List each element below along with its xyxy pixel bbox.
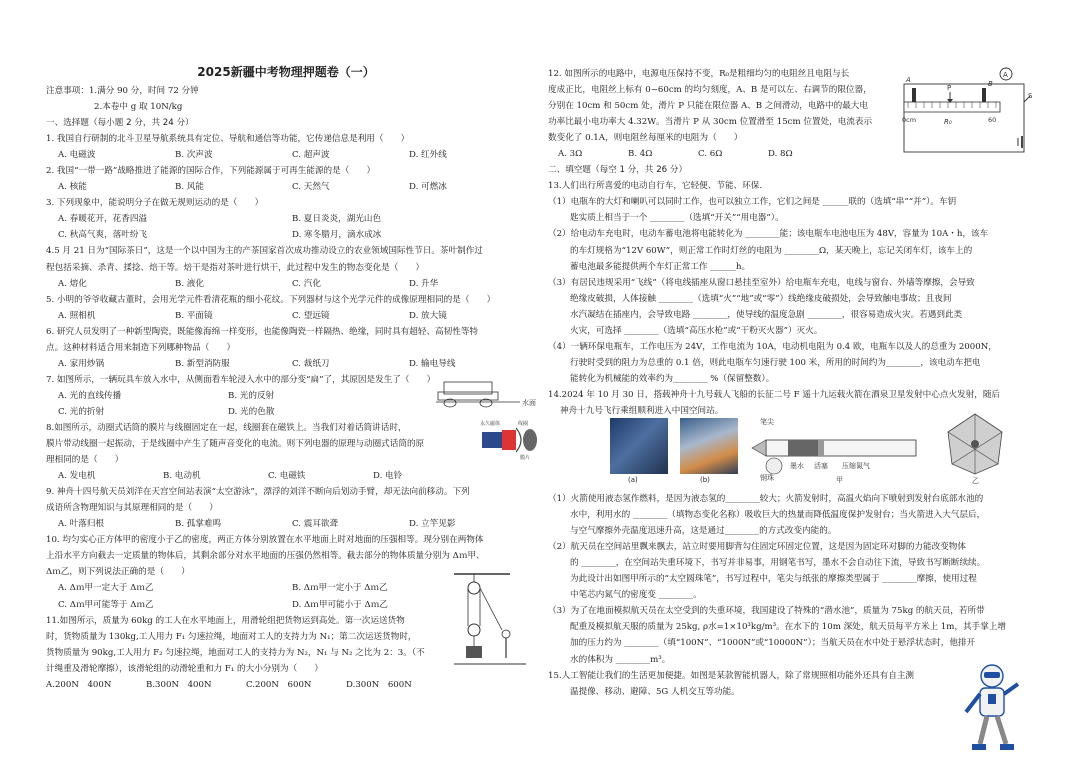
q4-options	[46, 276, 526, 292]
q7-options-row1	[46, 388, 403, 404]
q9-option-c[interactable]: C. 震耳欲聋	[292, 519, 339, 530]
q13-p3-line-1: （3）有居民违规采用“飞线”（将电线插座从窗口悬挂至室外）给电瓶车充电，电线与窗台、外墙等摩擦，会导致	[548, 277, 975, 288]
q4-option-a[interactable]: A. 熔化	[58, 278, 87, 289]
q1-option-a[interactable]: A. 电磁波	[58, 150, 96, 161]
q3-stem: 3. 下列现象中，能说明分子在做无规则运动的是（ ）	[46, 198, 264, 209]
q13-p3-line-3: 水汽凝结在插座内，会导致电路 ________，使导线的温度急剧 ________，很容易造成火灾。若遇到此类	[570, 309, 963, 320]
q10-line-2: 上沿水平方向截去一定质量的物体后，其剩余部分对水平地面的压强仍然相等。截去部分的物体质量分别为 Δｍ甲、	[46, 551, 485, 562]
q10-line-3: Δｍ乙，则下列说法正确的是（ ）	[46, 567, 190, 578]
q13-p3-line-4: 火灾，可选择 ________（选填“高压水枪”或“干粉灭火器”）灭火。	[570, 325, 823, 336]
q2-option-b[interactable]: B. 风能	[175, 182, 204, 193]
q1-option-d[interactable]: D. 红外线	[409, 150, 447, 161]
q9-option-d[interactable]: D. 立竿见影	[409, 519, 456, 530]
q14-photo-b-label: (b)	[700, 476, 710, 484]
q15-line-1: 15.人工智能让我们的生活更加便捷。如图是某款智能机器人，除了常规照相功能外还具有自主测	[548, 670, 915, 681]
q2-option-c[interactable]: C. 天然气	[292, 182, 330, 193]
q7-toy-car-figure	[436, 378, 544, 414]
q10-line-1: 10. 均匀实心正方体甲的密度小于乙的密度，两正方体分别放置在水平地面上时对地面的压强相等。现分别在两物体	[46, 535, 484, 546]
q11-option-b[interactable]: B.300N 400N	[146, 679, 212, 690]
q14-p2-line-3: 为此设计出如图甲所示的“太空圆珠笔”，书写过程中，笔尖与纸张的摩擦类型属于 ________摩擦，使用过程	[570, 574, 977, 585]
q3-options-row1	[46, 211, 526, 227]
q5-option-b[interactable]: B. 平面镜	[175, 310, 213, 321]
q8-option-a[interactable]: A. 发电机	[58, 471, 96, 482]
q14-p2-line-1: （2）航天员在空间站里飘来飘去，站立时要用脚背勾住固定环固定位置，这是因为固定环对脚的力能改变物体	[548, 542, 966, 553]
q13-p2-line-1: （2）给电动车充电时，电动车蓄电池将电能转化为 ________能；该电瓶车电池电压为 48V，容量为 10A・h，该车	[548, 229, 989, 240]
q13-p4-line-1: （4）一辆环保电瓶车，工作电压为 24V，工作电流为 10A，电动机电阻为 0.4 欧，电瓶车以及人的总重为 2000N，	[548, 341, 997, 352]
q14-p3-line-4: 水的体积为 ________m³。	[570, 654, 671, 665]
q12-ammeter-label: A	[1003, 71, 1008, 79]
q1-options	[46, 147, 526, 163]
q7-water-label: 水面	[522, 399, 536, 407]
page-title: 2025新疆中考物理押题卷（一）	[197, 65, 375, 79]
q10-option-c[interactable]: C. Δｍ甲可能等于 Δｍ乙	[58, 599, 154, 610]
q14-photo-a	[610, 418, 668, 474]
q6-option-a[interactable]: A. 家用炒锅	[58, 358, 105, 369]
q9-line-2: 成语所含物理知识与其原理相同的是（ ）	[46, 503, 218, 514]
q11-option-a[interactable]: A.200N 400N	[46, 679, 112, 690]
q14-space-pen-figure	[748, 414, 930, 484]
q8-option-d[interactable]: D. 电铃	[373, 471, 403, 482]
q11-option-c[interactable]: C.200N 600N	[246, 679, 312, 690]
q3-options-row2	[46, 227, 526, 243]
q13-p1-line-1: （1）电瓶车的大灯和喇叭可以同时工作，也可以独立工作，它们之间是 ______联的（选填“串”“并”）。车钥	[548, 197, 957, 208]
q12-limiter-b-label: B	[988, 80, 993, 88]
q7-options-row2	[46, 404, 403, 420]
q12-scale-zero: 0cm	[902, 116, 917, 124]
q12-switch-label: S	[1028, 92, 1033, 100]
q11-line-2: 时，货物质量为 130kg,工人用力 F₁ 匀速拉绳，地面对工人的支持力为 N₁；第二次运送货物时，	[46, 631, 417, 642]
q5-stem: 5. 小明的爷爷收藏古董时，会用光学元件看清花瓶的细小花纹。下列器材与这个光学元件的成像原理相同的是（ ）	[46, 294, 496, 305]
q6-line-2: 点。这种材料适合用来制造下列哪种物品（ ）	[46, 342, 236, 353]
q14-p3-line-2: 配重及模拟航天服的质量为 25kg, ρ水=1×10³kg/m³。在水下的 10m 深处，航天员每平方米上 1m，其手掌上增	[570, 622, 1007, 633]
q9-option-b[interactable]: B. 孤掌难鸣	[175, 519, 222, 530]
q7-stem: 7. 如图所示，一辆玩具车放入水中，从侧面看车轮浸入水中的部分变“扁”了，其原因是发生了（ ）	[46, 374, 436, 385]
q2-options	[46, 179, 526, 195]
q8-microphone-figure	[480, 418, 542, 460]
q12-option-d[interactable]: D. 8Ω	[768, 149, 793, 160]
pen-gas-label: 压缩氮气	[842, 462, 870, 470]
q8-line-1: 8.如图所示，动圈式话筒的膜片与线圈固定在一起，线圈套在磁铁上。当我们对着话筒讲话时，	[46, 422, 407, 433]
q11-option-d[interactable]: D.300N 600N	[346, 679, 412, 690]
q4-option-d[interactable]: D. 升华	[409, 278, 439, 289]
q11-line-4: 计绳重及滑轮摩擦），该滑轮组的动滑轮重和力 F₁ 的大小分别为（ ）	[46, 663, 323, 674]
q8-options	[46, 468, 478, 484]
section-1-heading: 一、选择题（每小题 2 分，共 24 分）	[46, 118, 194, 129]
q9-options	[46, 516, 526, 532]
q12-circuit-figure	[898, 66, 1038, 156]
q12-option-b[interactable]: B. 4Ω	[628, 149, 653, 160]
q12-limiter-a-label: A	[906, 76, 911, 84]
q12-slider-p-label: P	[947, 84, 952, 92]
q2-option-d[interactable]: D. 可燃冰	[409, 182, 447, 193]
q3-option-d[interactable]: D. 寒冬腊月，滴水成冰	[292, 230, 382, 241]
q10-option-d[interactable]: D. Δｍ甲可能小于 Δｍ乙	[292, 599, 388, 610]
q5-option-a[interactable]: A. 照相机	[58, 310, 96, 321]
q13-p3-line-2: 绝缘皮破损，人体接触 ________（选填“火”“地”或“零”）线绝缘皮破损处，会导致触电事故；且夜间	[570, 293, 952, 304]
q7-option-c[interactable]: C. 光的折射	[58, 406, 105, 417]
q8-coil-label: 线圈	[518, 421, 529, 427]
q3-option-b[interactable]: B. 夏日炎炎，湖光山色	[292, 214, 382, 225]
pen-plug-label: 活塞	[814, 462, 828, 470]
q11-line-3: 货物质量为 90kg,工人用力 F₂ 匀速拉绳，地面对工人的支持力为 N₂，N₁ 与 N₂ 之比为 2：3。（不	[46, 647, 425, 658]
q12-option-a[interactable]: A. 3Ω	[558, 149, 583, 160]
q12-scale-sixty: 60	[988, 116, 997, 124]
q13-p2-line-3: 蓄电池最多能提供两个车灯正常工作 ______h。	[570, 261, 751, 272]
q6-line-1: 6. 研究人员发明了一种新型陶瓷，既能像海绵一样变形，也能像陶瓷一样隔热、绝缘，同时具有超轻、高韧性等特	[46, 326, 479, 337]
q14-p3-line-1: （3）为了在地面模拟航天员在太空受到的失重环境，我国建设了特殊的“潜水池”，质量为 75kg 的航天员，若所带	[548, 606, 985, 617]
q6-option-b[interactable]: B. 新型消防服	[175, 358, 230, 369]
pen-ink-label: 墨水	[790, 462, 804, 470]
q2-option-a[interactable]: A. 核能	[58, 182, 87, 193]
q11-pulley-figure	[450, 570, 530, 670]
q14-p2-line-2: 的 ________，在空间站失重环境下，书写并非易事，用钢笔书写，墨水不会自动往下流，导致书写断断续续。	[570, 558, 986, 569]
q7-option-d[interactable]: D. 光的色散	[228, 406, 275, 417]
q1-stem: 1. 我国自行研制的北斗卫星导航系统具有定位、导航和通信等功能，它传递信息是利用（ ）	[46, 134, 410, 145]
q14-photo-b	[680, 418, 738, 474]
q1-option-b[interactable]: B. 次声波	[175, 150, 213, 161]
q4-line-1: 4.5 月 21 日为“国际茶日”，这是一个以中国为主的产茶国家首次成功推动设立的农业领域国际性节日。茶叶制作过	[46, 246, 483, 257]
q8-diaphragm-label: 膜片	[520, 455, 531, 460]
q11-options	[46, 677, 446, 693]
pen-tip-label: 笔尖	[760, 418, 774, 426]
q13-p4-line-3: 能转化为机械能的效率约为________ %（保留整数）。	[570, 373, 775, 384]
q4-option-b[interactable]: B. 液化	[175, 278, 204, 289]
q8-line-2: 膜片带动线圈一起振动，于是线圈中产生了随声音变化的电流。则下列电器的原理与动圈式话筒的原	[46, 439, 425, 450]
q12-options	[548, 146, 838, 162]
q14-umbrella-figure	[944, 410, 1006, 484]
q14-p1-line-2: 水中，利用水的 ________（填物态变化名称）吸收巨大的热量而降低温度保护发射台；当火箭进入大气层后，	[570, 510, 986, 521]
notes-line-2: 2.本卷中 g 取 10N/kg	[94, 102, 183, 113]
q2-stem: 2. 我国“一带一路”战略推进了能源的国际合作，下列能源属于可再生能源的是（ ）	[46, 166, 376, 177]
q8-option-c[interactable]: C. 电磁铁	[268, 471, 306, 482]
q5-options	[46, 308, 526, 324]
q12-resistor-label: R₀	[944, 118, 952, 126]
q6-option-d[interactable]: D. 输电导线	[409, 358, 456, 369]
right-column	[548, 66, 1056, 700]
q10-option-a[interactable]: A. Δｍ甲一定大于 Δｍ乙	[58, 583, 154, 594]
q9-option-a[interactable]: A. 叶落归根	[58, 519, 105, 530]
q11-line-1: 11.如图所示，质量为 60kg 的工人在水平地面上，用滑轮组把货物运到高处。第一次运送货物	[46, 615, 405, 626]
q1-option-c[interactable]: C. 超声波	[292, 150, 330, 161]
q12-line-5: 数变化了 0.1A，则电阻丝每厘米的电阻为（ ）	[548, 133, 743, 144]
q13-p1-line-2: 匙实质上相当于一个 ________（选填“开关”“用电器”）。	[570, 213, 784, 224]
q4-option-c[interactable]: C. 汽化	[292, 278, 321, 289]
q12-line-2: 度成正比，电阻丝上标有 0~60cm 的均匀刻度，A、B 是可以左、右调节的限位器，	[548, 85, 872, 96]
umbrella-figure-yi-label: 乙	[972, 477, 979, 484]
q8-option-b[interactable]: B. 电动机	[163, 471, 201, 482]
q12-line-4: 功率比最小电功率大 4.32W。当滑片 P 从 30cm 位置滑至 15cm 位置处，电流表示	[548, 117, 873, 128]
q5-option-c[interactable]: C. 望远镜	[292, 310, 330, 321]
q15-robot-figure	[960, 662, 1026, 758]
q14-p3-line-3: 加的压力约为 ________（填“100N”、“1000N”或“10000N”）；当航天员在水中处于悬浮状态时，他排开	[570, 638, 976, 649]
q7-option-b[interactable]: B. 光的反射	[228, 390, 275, 401]
pen-ball-label: 钢珠	[760, 474, 774, 482]
q4-line-2: 程包括采摘、杀青、揉捻、焙干等。焙干是指对茶叶进行烘干，此过程中发生的物态变化是（ ）	[46, 262, 425, 273]
q6-option-c[interactable]: C. 裁纸刀	[292, 358, 330, 369]
notes-line-1: 注意事项：1.满分 90 分，时间 72 分钟	[46, 86, 199, 96]
q12-line-1: 12. 如图所示的电路中，电源电压保持不变，R₀是粗细均匀的电阻丝且电阻与长	[548, 69, 850, 79]
q14-line-2: 神舟十九号飞行乘组顺利进入中国空间站。	[560, 405, 724, 416]
q14-p1-line-1: （1）火箭使用液态氢作燃料，是因为液态氢的________较大；火箭发射时，高温火焰向下喷射到发射台底部水池的	[548, 494, 984, 505]
q15-line-2: 温提像、移动、避障、5G 人机交互等功能。	[570, 686, 740, 697]
q3-option-c[interactable]: C. 秋高气爽，落叶纷飞	[58, 230, 148, 241]
q14-line-1: 14.2024 年 10 月 30 日，搭载神舟十九号载人飞船的长征二号 F 遥十九运载火箭在酒泉卫星发射中心点火发射，随后	[548, 389, 1001, 400]
q13-p4-line-2: 行驶时受到的阻力为总重的 0.1 倍，则此电瓶车匀速行驶 100 米，所用的时间约为________，该电动车把电	[570, 357, 981, 368]
q8-line-3: 理相同的是（ ）	[46, 455, 124, 466]
q12-line-3: 分别在 10cm 和 50cm 处，滑片 P 只能在限位器 A、B 之间滑动，电路中的最大电	[548, 101, 868, 112]
q13-intro: 13.人们出行所喜爱的电动自行车，它轻便、节能、环保.	[548, 181, 763, 192]
q6-options	[46, 356, 526, 372]
q10-option-b[interactable]: B. Δｍ甲一定小于 Δｍ乙	[292, 583, 388, 594]
q14-p2-line-4: 中笔芯内氮气的密度变 ________。	[570, 590, 702, 601]
q14-p1-line-3: 与空气摩擦外壳温度迅速升高，这是通过________的方式改变内能的。	[570, 526, 837, 537]
q5-option-d[interactable]: D. 放大镜	[409, 310, 447, 321]
pen-figure-jia-label: 甲	[836, 476, 843, 484]
q9-line-1: 9. 神舟十四号航天员刘洋在天宫空间站表演“太空游泳”，漂浮的刘洋不断向后划动手臂，却无法向前移动。下列	[46, 487, 470, 498]
q3-option-a[interactable]: A. 春暖花开，花香四溢	[58, 214, 148, 225]
q14-photo-a-label: (a)	[628, 476, 638, 484]
q13-p2-line-2: 的车灯规格为“12V 60W”，则正常工作时灯丝的电阻为 ________Ω，某天晚上，忘记关闭车灯，该车上的	[570, 245, 973, 256]
section-2-heading: 二、填空题（每空 1 分，共 26 分）	[548, 165, 688, 176]
q8-magnet-label: 永久磁体	[480, 421, 501, 427]
q7-option-a[interactable]: A. 光的直线传播	[58, 390, 122, 401]
q12-option-c[interactable]: C. 6Ω	[698, 149, 723, 160]
